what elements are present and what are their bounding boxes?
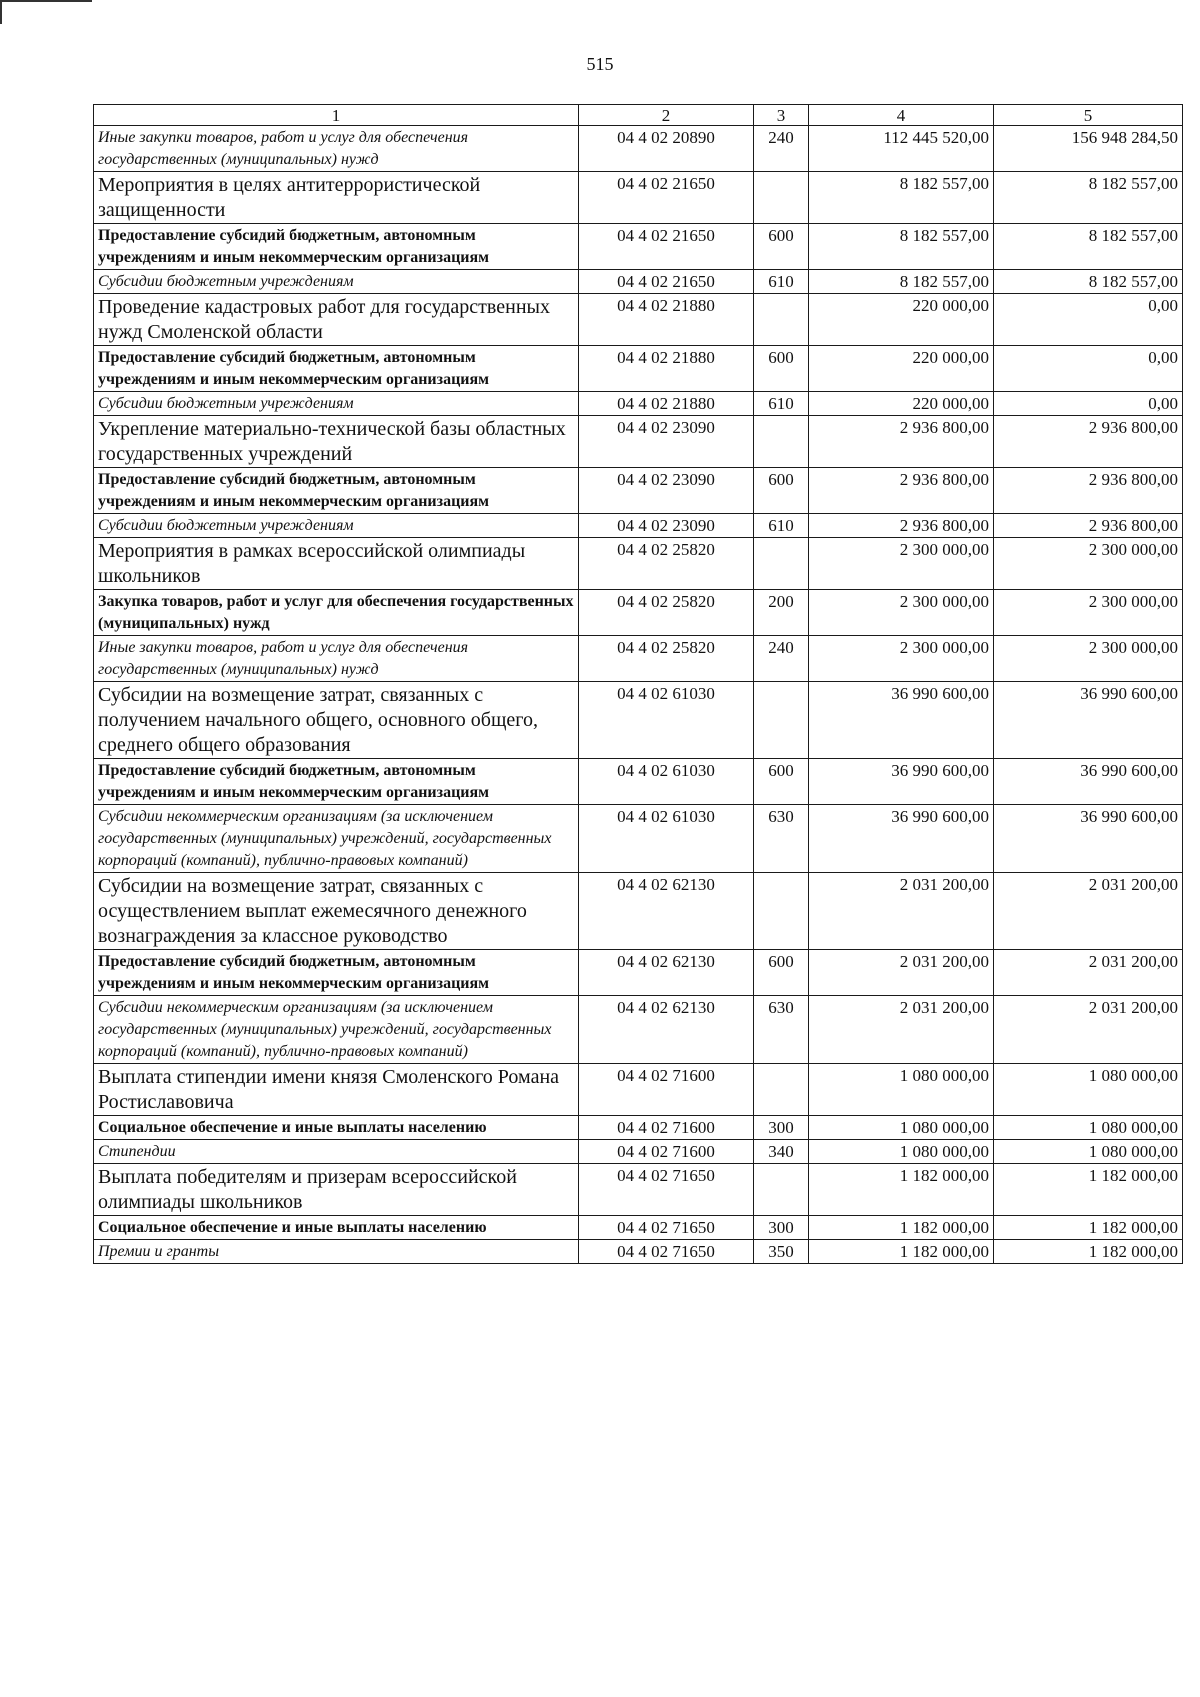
row-sum-year-2: 8 182 557,00 bbox=[994, 172, 1183, 224]
row-kind: 200 bbox=[754, 590, 809, 636]
page-number: 515 bbox=[586, 54, 614, 74]
row-sum-year-1: 2 031 200,00 bbox=[809, 873, 994, 950]
row-code: 04 4 02 71650 bbox=[579, 1216, 754, 1240]
row-kind: 600 bbox=[754, 950, 809, 996]
row-sum-year-2: 1 182 000,00 bbox=[994, 1240, 1183, 1264]
row-sum-year-1: 220 000,00 bbox=[809, 392, 994, 416]
scan-edge-mark-left bbox=[0, 10, 2, 24]
row-sum-year-2: 8 182 557,00 bbox=[994, 224, 1183, 270]
row-sum-year-2: 8 182 557,00 bbox=[994, 270, 1183, 294]
row-kind: 600 bbox=[754, 468, 809, 514]
row-sum-year-1: 36 990 600,00 bbox=[809, 682, 994, 759]
row-name: Мероприятия в целях антитеррористической защищенности bbox=[94, 172, 579, 224]
row-name: Субсидии на возмещение затрат, связанных с осуществлением выплат ежемесячного денежного вознаграждения за классное руководство bbox=[94, 873, 579, 950]
row-sum-year-2: 36 990 600,00 bbox=[994, 682, 1183, 759]
header-col-3: 3 bbox=[754, 105, 809, 126]
row-name: Укрепление материально-технической базы областных государственных учреждений bbox=[94, 416, 579, 468]
row-sum-year-1: 2 936 800,00 bbox=[809, 468, 994, 514]
table-row bbox=[94, 873, 1183, 950]
row-sum-year-2: 36 990 600,00 bbox=[994, 759, 1183, 805]
row-kind: 340 bbox=[754, 1140, 809, 1164]
row-sum-year-2: 1 080 000,00 bbox=[994, 1140, 1183, 1164]
row-name: Закупка товаров, работ и услуг для обеспечения государственных (муниципальных) нужд bbox=[94, 590, 579, 636]
row-code: 04 4 02 61030 bbox=[579, 759, 754, 805]
row-code: 04 4 02 61030 bbox=[579, 682, 754, 759]
table-row bbox=[94, 126, 1183, 172]
row-code: 04 4 02 25820 bbox=[579, 590, 754, 636]
table-row bbox=[94, 270, 1183, 294]
row-sum-year-1: 112 445 520,00 bbox=[809, 126, 994, 172]
table-row bbox=[94, 224, 1183, 270]
table-row bbox=[94, 1064, 1183, 1116]
row-kind bbox=[754, 538, 809, 590]
row-sum-year-1: 1 080 000,00 bbox=[809, 1116, 994, 1140]
row-name: Предоставление субсидий бюджетным, автономным учреждениям и иным некоммерческим организациям bbox=[94, 346, 579, 392]
row-sum-year-1: 2 031 200,00 bbox=[809, 996, 994, 1064]
row-name: Субсидии некоммерческим организациям (за исключением государственных (муниципальных) учреждений, государственных корпораций (компаний), публично-правовых компаний) bbox=[94, 996, 579, 1064]
row-name: Выплата победителям и призерам всероссийской олимпиады школьников bbox=[94, 1164, 579, 1216]
table-row bbox=[94, 805, 1183, 873]
row-code: 04 4 02 71650 bbox=[579, 1164, 754, 1216]
row-code: 04 4 02 61030 bbox=[579, 805, 754, 873]
table-row bbox=[94, 1240, 1183, 1264]
row-sum-year-1: 2 936 800,00 bbox=[809, 514, 994, 538]
row-name: Предоставление субсидий бюджетным, автономным учреждениям и иным некоммерческим организациям bbox=[94, 950, 579, 996]
row-code: 04 4 02 23090 bbox=[579, 468, 754, 514]
row-sum-year-2: 0,00 bbox=[994, 392, 1183, 416]
row-kind bbox=[754, 172, 809, 224]
row-name: Мероприятия в рамках всероссийской олимпиады школьников bbox=[94, 538, 579, 590]
row-sum-year-2: 156 948 284,50 bbox=[994, 126, 1183, 172]
table-row bbox=[94, 538, 1183, 590]
row-name: Субсидии бюджетным учреждениям bbox=[94, 514, 579, 538]
row-kind: 300 bbox=[754, 1216, 809, 1240]
table-row bbox=[94, 1116, 1183, 1140]
row-sum-year-2: 1 080 000,00 bbox=[994, 1116, 1183, 1140]
row-code: 04 4 02 25820 bbox=[579, 636, 754, 682]
row-sum-year-1: 2 936 800,00 bbox=[809, 416, 994, 468]
row-code: 04 4 02 71600 bbox=[579, 1140, 754, 1164]
row-name: Субсидии некоммерческим организациям (за исключением государственных (муниципальных) учреждений, государственных корпораций (компаний), публично-правовых компаний) bbox=[94, 805, 579, 873]
row-code: 04 4 02 71600 bbox=[579, 1116, 754, 1140]
row-code: 04 4 02 62130 bbox=[579, 873, 754, 950]
row-sum-year-1: 2 300 000,00 bbox=[809, 538, 994, 590]
row-sum-year-2: 2 936 800,00 bbox=[994, 468, 1183, 514]
row-code: 04 4 02 21880 bbox=[579, 392, 754, 416]
row-kind: 300 bbox=[754, 1116, 809, 1140]
row-code: 04 4 02 21650 bbox=[579, 224, 754, 270]
table-header-row bbox=[94, 105, 1183, 126]
row-code: 04 4 02 21650 bbox=[579, 172, 754, 224]
row-kind: 630 bbox=[754, 996, 809, 1064]
table-row bbox=[94, 636, 1183, 682]
row-sum-year-1: 220 000,00 bbox=[809, 346, 994, 392]
row-code: 04 4 02 21650 bbox=[579, 270, 754, 294]
row-kind bbox=[754, 1164, 809, 1216]
row-kind bbox=[754, 1064, 809, 1116]
row-kind: 610 bbox=[754, 392, 809, 416]
header-col-1: 1 bbox=[94, 105, 579, 126]
row-sum-year-2: 2 300 000,00 bbox=[994, 636, 1183, 682]
scan-edge-mark bbox=[0, 0, 92, 12]
table-row bbox=[94, 1216, 1183, 1240]
budget-table-body bbox=[94, 105, 1183, 1264]
row-sum-year-2: 36 990 600,00 bbox=[994, 805, 1183, 873]
row-code: 04 4 02 71600 bbox=[579, 1064, 754, 1116]
row-kind: 600 bbox=[754, 346, 809, 392]
row-kind bbox=[754, 682, 809, 759]
row-kind bbox=[754, 416, 809, 468]
row-sum-year-2: 2 936 800,00 bbox=[994, 416, 1183, 468]
table-row bbox=[94, 996, 1183, 1064]
header-col-2: 2 bbox=[579, 105, 754, 126]
table-row bbox=[94, 1140, 1183, 1164]
row-name: Предоставление субсидий бюджетным, автономным учреждениям и иным некоммерческим организациям bbox=[94, 224, 579, 270]
row-kind: 600 bbox=[754, 224, 809, 270]
row-code: 04 4 02 62130 bbox=[579, 950, 754, 996]
row-name: Иные закупки товаров, работ и услуг для обеспечения государственных (муниципальных) нужд bbox=[94, 636, 579, 682]
table-row bbox=[94, 416, 1183, 468]
header-col-4: 4 bbox=[809, 105, 994, 126]
row-name: Проведение кадастровых работ для государственных нужд Смоленской области bbox=[94, 294, 579, 346]
table-row bbox=[94, 682, 1183, 759]
row-name: Иные закупки товаров, работ и услуг для обеспечения государственных (муниципальных) нужд bbox=[94, 126, 579, 172]
row-sum-year-2: 2 300 000,00 bbox=[994, 538, 1183, 590]
table-row bbox=[94, 514, 1183, 538]
row-sum-year-1: 1 182 000,00 bbox=[809, 1240, 994, 1264]
row-kind: 600 bbox=[754, 759, 809, 805]
row-kind: 350 bbox=[754, 1240, 809, 1264]
row-sum-year-2: 2 936 800,00 bbox=[994, 514, 1183, 538]
row-code: 04 4 02 71650 bbox=[579, 1240, 754, 1264]
table-row bbox=[94, 468, 1183, 514]
table-row bbox=[94, 346, 1183, 392]
row-code: 04 4 02 21880 bbox=[579, 294, 754, 346]
row-kind: 610 bbox=[754, 270, 809, 294]
row-kind: 630 bbox=[754, 805, 809, 873]
table-row bbox=[94, 172, 1183, 224]
row-sum-year-1: 2 300 000,00 bbox=[809, 636, 994, 682]
row-code: 04 4 02 23090 bbox=[579, 514, 754, 538]
table-row bbox=[94, 950, 1183, 996]
row-name: Премии и гранты bbox=[94, 1240, 579, 1264]
row-sum-year-2: 2 300 000,00 bbox=[994, 590, 1183, 636]
row-kind bbox=[754, 294, 809, 346]
row-code: 04 4 02 23090 bbox=[579, 416, 754, 468]
row-name: Субсидии бюджетным учреждениям bbox=[94, 392, 579, 416]
row-sum-year-1: 2 031 200,00 bbox=[809, 950, 994, 996]
row-sum-year-1: 36 990 600,00 bbox=[809, 805, 994, 873]
row-sum-year-2: 2 031 200,00 bbox=[994, 996, 1183, 1064]
row-code: 04 4 02 25820 bbox=[579, 538, 754, 590]
table-row bbox=[94, 1164, 1183, 1216]
row-sum-year-1: 2 300 000,00 bbox=[809, 590, 994, 636]
row-name: Выплата стипендии имени князя Смоленского Романа Ростиславовича bbox=[94, 1064, 579, 1116]
row-name: Субсидии на возмещение затрат, связанных с получением начального общего, основного общего, среднего общего образования bbox=[94, 682, 579, 759]
table-row bbox=[94, 294, 1183, 346]
row-sum-year-2: 0,00 bbox=[994, 346, 1183, 392]
row-name: Предоставление субсидий бюджетным, автономным учреждениям и иным некоммерческим организациям bbox=[94, 468, 579, 514]
table-row bbox=[94, 759, 1183, 805]
row-sum-year-1: 8 182 557,00 bbox=[809, 172, 994, 224]
row-kind: 610 bbox=[754, 514, 809, 538]
budget-table bbox=[93, 104, 1183, 1264]
row-kind: 240 bbox=[754, 636, 809, 682]
row-sum-year-1: 8 182 557,00 bbox=[809, 270, 994, 294]
row-sum-year-1: 1 080 000,00 bbox=[809, 1064, 994, 1116]
row-sum-year-2: 1 182 000,00 bbox=[994, 1216, 1183, 1240]
row-sum-year-2: 2 031 200,00 bbox=[994, 873, 1183, 950]
row-name: Социальное обеспечение и иные выплаты населению bbox=[94, 1216, 579, 1240]
table-row bbox=[94, 392, 1183, 416]
row-sum-year-2: 2 031 200,00 bbox=[994, 950, 1183, 996]
row-sum-year-2: 0,00 bbox=[994, 294, 1183, 346]
row-sum-year-2: 1 080 000,00 bbox=[994, 1064, 1183, 1116]
row-kind: 240 bbox=[754, 126, 809, 172]
row-sum-year-1: 1 182 000,00 bbox=[809, 1216, 994, 1240]
row-name: Субсидии бюджетным учреждениям bbox=[94, 270, 579, 294]
row-sum-year-1: 8 182 557,00 bbox=[809, 224, 994, 270]
row-sum-year-1: 1 080 000,00 bbox=[809, 1140, 994, 1164]
header-col-5: 5 bbox=[994, 105, 1183, 126]
row-code: 04 4 02 21880 bbox=[579, 346, 754, 392]
row-sum-year-2: 1 182 000,00 bbox=[994, 1164, 1183, 1216]
row-kind bbox=[754, 873, 809, 950]
row-sum-year-1: 220 000,00 bbox=[809, 294, 994, 346]
row-sum-year-1: 1 182 000,00 bbox=[809, 1164, 994, 1216]
row-name: Стипендии bbox=[94, 1140, 579, 1164]
row-name: Предоставление субсидий бюджетным, автономным учреждениям и иным некоммерческим организациям bbox=[94, 759, 579, 805]
row-sum-year-1: 36 990 600,00 bbox=[809, 759, 994, 805]
row-code: 04 4 02 62130 bbox=[579, 996, 754, 1064]
table-row bbox=[94, 590, 1183, 636]
row-code: 04 4 02 20890 bbox=[579, 126, 754, 172]
row-name: Социальное обеспечение и иные выплаты населению bbox=[94, 1116, 579, 1140]
